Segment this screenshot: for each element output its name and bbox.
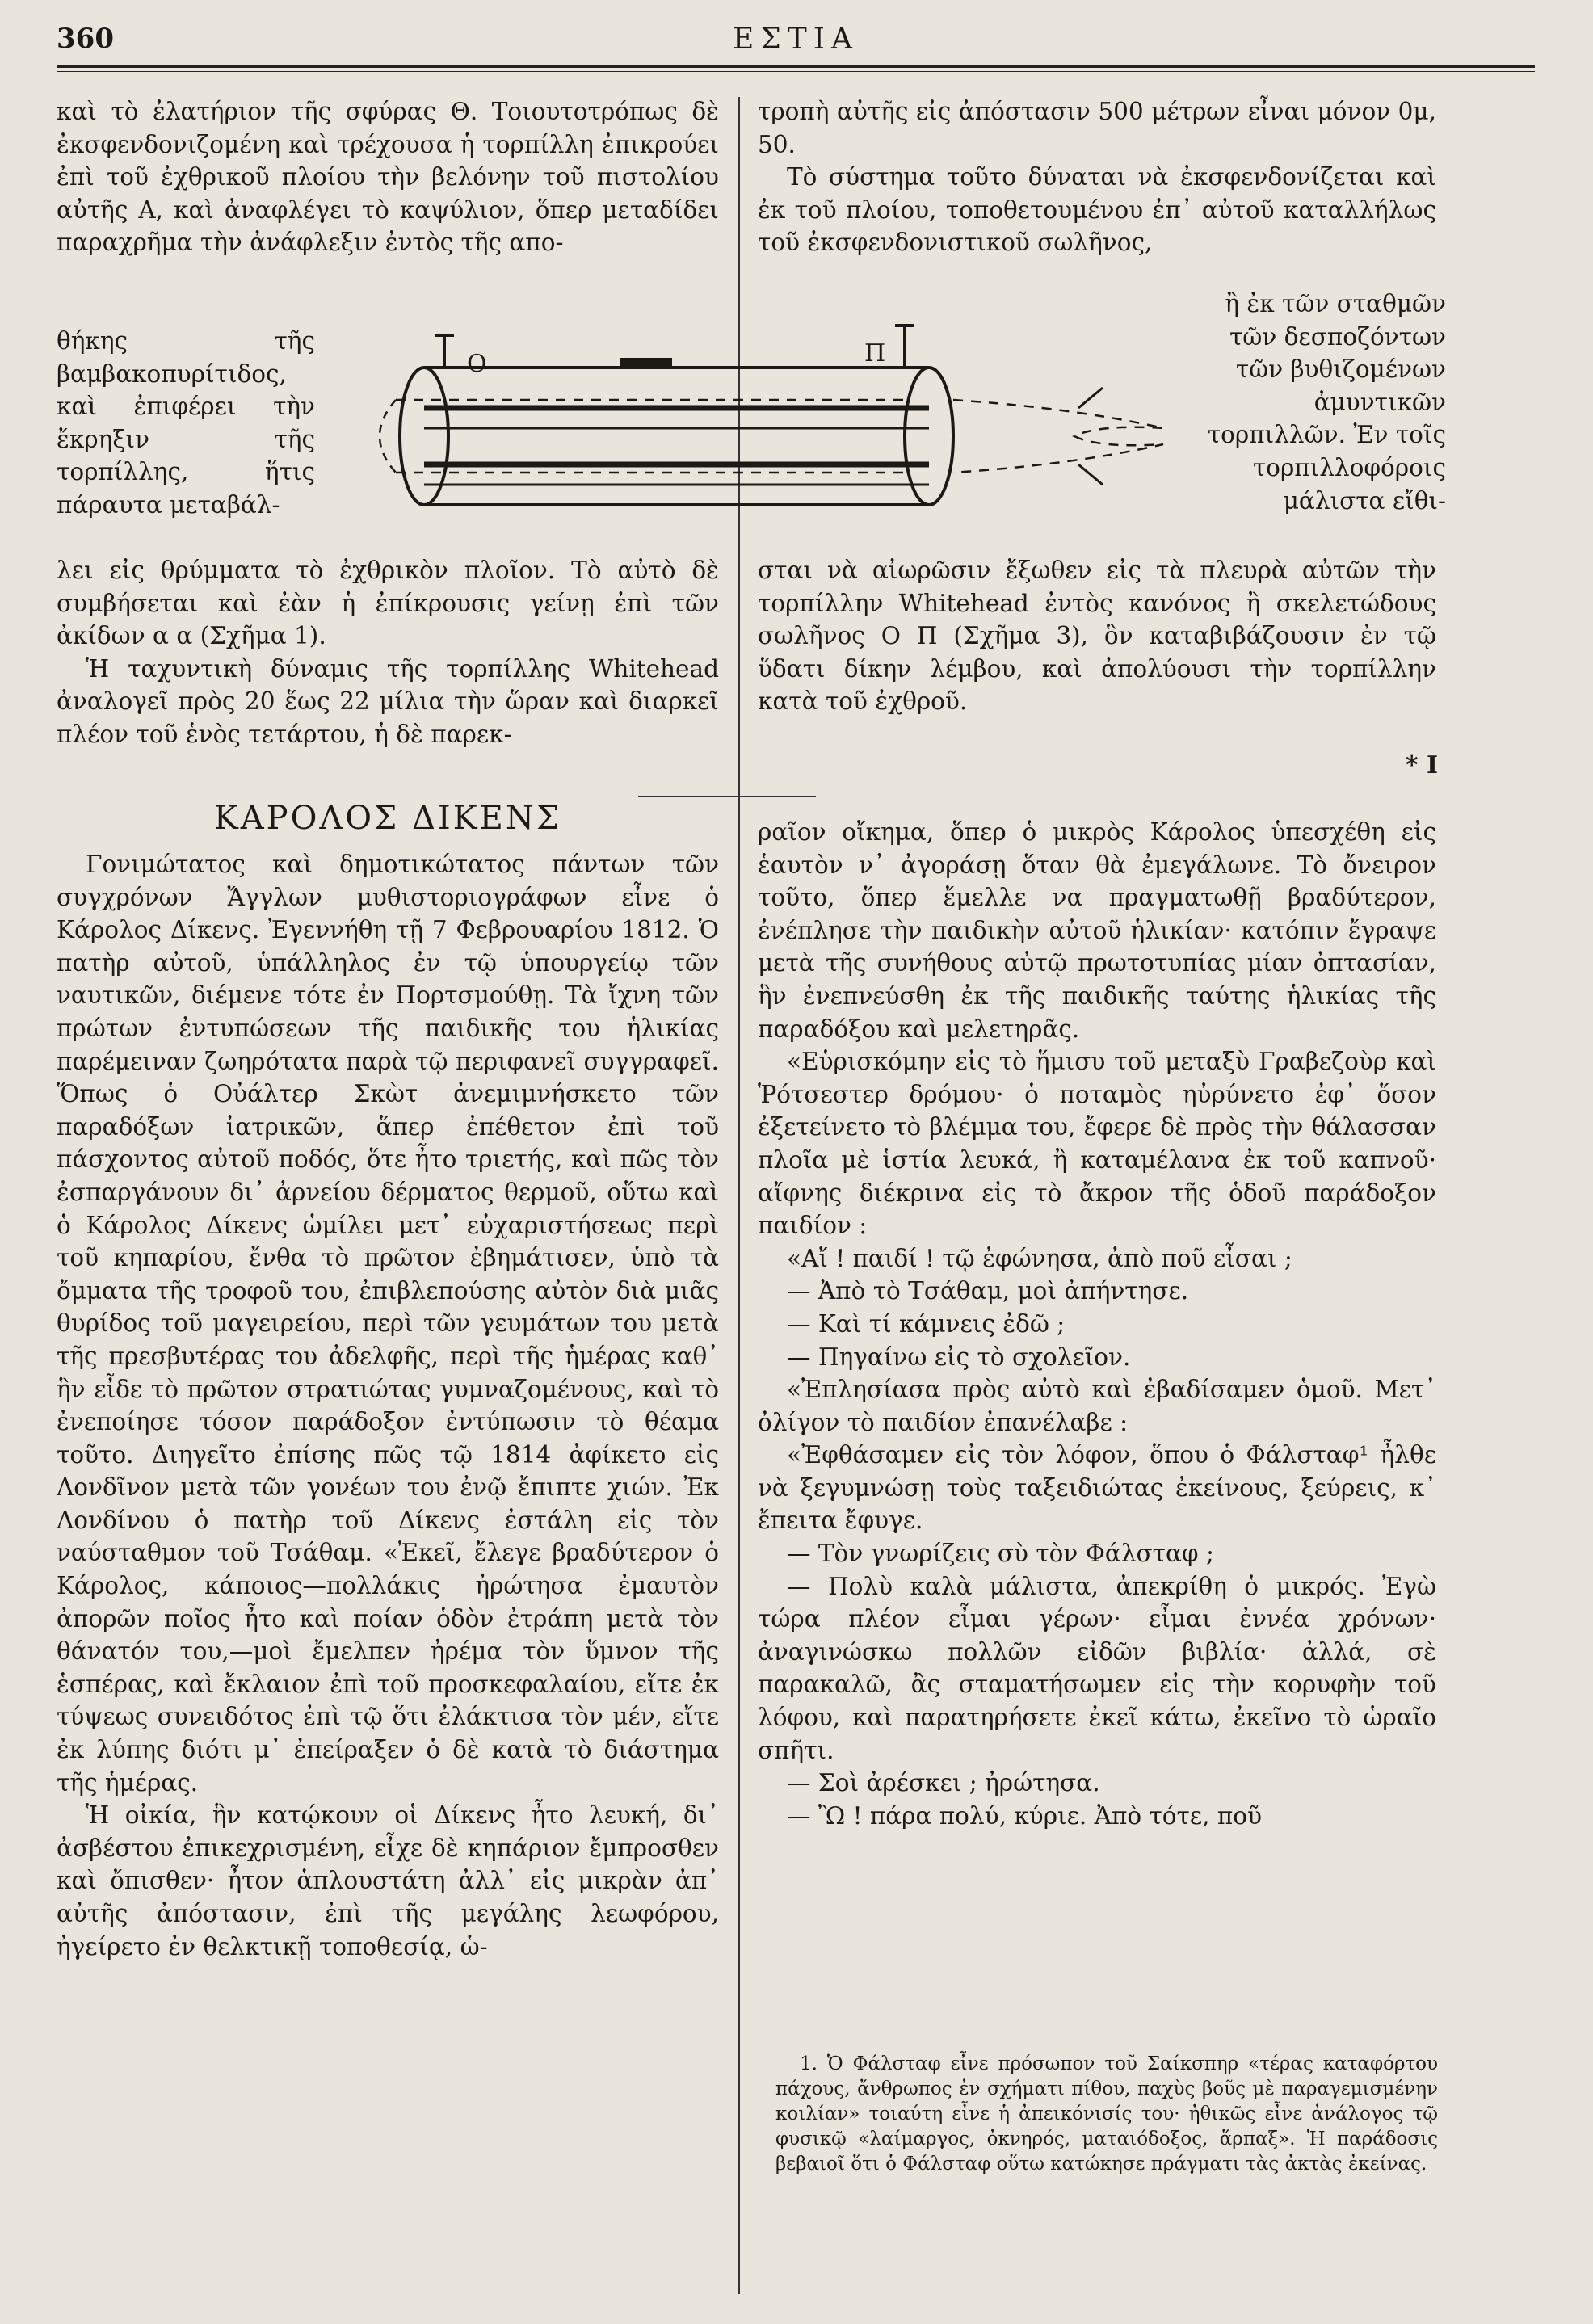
paragraph: Ἡ οἰκία, ἣν κατῴκουν οἱ Δίκενς ἦτο λευκή, δι᾽ ἀσβέστου ἐπικεχρισμένη, εἶχε δὲ κηπάριον ἔμπροσθεν καὶ ὄπισθεν· ἦτον ἁπλουστάτη ἀλλ᾽ εἰς μικρὰν ἀπ᾽ αὐτῆς ἀπόστασιν, ἐπὶ τῆς μεγάλης λεωφόρου, ἠγείρετο ἐν θελκτικῇ τοποθεσίᾳ, ὡ- [57,1801,719,1960]
page-number: 360 [57,23,114,55]
torpedo-left-top [57,95,719,259]
paragraph: Ἡ ταχυντικὴ δύναμις τῆς τορπίλλης Whitehead ἀναλογεῖ πρὸς 20 ἕως 22 μίλια τὴν ὥραν καὶ διαρκεῖ πλέον τοῦ ἑνὸς τετάρτου, ἡ δὲ παρεκ- [57,654,719,748]
paragraph: ραῖον οἴκημα, ὅπερ ὁ μικρὸς Κάρολος ὑπεσχέθη εἰς ἑαυτὸν ν᾽ ἀγοράσῃ ὅταν θὰ ἐμεγάλωνε. Τὸ ὄνειρον τοῦτο, ὅπερ ἔμελλε να πραγματωθῇ βραδύτερον, ἐνέπλησε τὴν παιδικὴν αὐτοῦ ἡλικίαν· κατόπιν ἔγραψε μετὰ τῆς συνήθους αὐτῷ πρωτοτυπίας μίαν ὀπτασίαν, ἣν ἐνεπνεύσθη ἐκ τῆς παιδικῆς ταύτης ἡλικίας τῆς παραδόξου καὶ μελετηρᾶς. [758,818,1436,1043]
dialogue-line: «Αἴ ! παιδί ! τῷ ἐφώνησα, ἀπὸ ποῦ εἶσαι ; [787,1244,1292,1272]
dickens-left-column [57,848,719,1963]
paragraph: τροπὴ αὐτῆς εἰς ἀπόστασιν 500 μέτρων εἶναι μόνον 0μ, 50. [758,98,1436,158]
paragraph: λει εἰς θρύμματα τὸ ἐχθρικὸν πλοῖον. Τὸ αὐτὸ δὲ συμβήσεται καὶ ἐὰν ἡ ἐπίκρουσις γείνῃ ἐπὶ τῶν ἀκίδων α α (Σχῆμα 1). [57,557,719,650]
footnote [775,2052,1438,2177]
running-head: ΕΣΤΙΑ [733,23,859,56]
dialogue-line: — Σοὶ ἀρέσκει ; ἠρώτησα. [787,1769,1100,1797]
paragraph: «Εὑρισκόμην εἰς τὸ ἥμισυ τοῦ μεταξὺ Γραβεζοὺρ καὶ Ῥότσεστερ δρόμου· ὁ ποταμὸς ηὐρύνετο ἐφ᾽ ὅσον ἐξετείνετο τὸ βλέμμα του, ἔφερε δὲ πρὸς τὴν θάλασσαν πλοῖα μὲ ἱστία λευκά, ἢ καταμέλανα ἐκ τοῦ καπνοῦ· αἴφνης διέκρινα εἰς τὸ ἄκρον τῆς ὁδοῦ παράδοξον παιδίον : [758,1048,1436,1240]
paragraph: καὶ τὸ ἐλατήριον τῆς σφύρας Θ. Τοιουτοτρόπως δὲ ἐκσφενδονιζομένη καὶ τρέχουσα ἡ τορπίλλη ἐπικρούει ἐπὶ τοῦ ἐχθρικοῦ πλοίου τὴν βελόνην τοῦ πιστολίου αὐτῆς Α, καὶ ἀναφλέγει τὸ καψύλιον, ὅπερ μεταδίδει παραχρῆμα τὴν ἀνάφλεξιν ἐντὸς τῆς απο- [57,98,719,257]
article-signature: * I [1405,751,1438,780]
section-title: ΚΑΡΟΛΟΣ ΔΙΚΕΝΣ [213,800,562,837]
dialogue-line: — Ὢ ! πάρα πολύ, κύριε. Ἀπὸ τότε, ποῦ [787,1801,1262,1830]
paragraph: ἢ ἐκ τῶν σταθμῶν τῶν δεσποζόντων τῶν βυθιζομένων ἀμυντικῶν τορπιλλῶν. Ἐν τοῖς τορπιλλοφόροις μάλιστα εἴθι- [1207,290,1446,515]
torpedo-left-under [57,554,719,751]
paragraph: Τὸ σύστημα τοῦτο δύναται νὰ ἐκσφενδονίζεται καὶ ἐκ τοῦ πλοίου, τοποθετουμένου ἐπ᾽ αὐτοῦ καταλλήλως τοῦ ἐκσφενδονιστικοῦ σωλῆνος, [758,163,1436,257]
article-separator [638,796,816,797]
torpedo-tube-figure [347,311,1196,537]
footnote-text: 1. Ὁ Φάλσταφ εἶνε πρόσωπον τοῦ Σαίκσπηρ «τέρας καταφόρτου πάχους, ἄνθρωπος ἐν σχήματι πίθου, παχὺς βοῦς μὲ παραγεμισμένην κοιλίαν» τοιαύτη εἶνε ἡ ἀπεικόνισίς του· ἠθικῶς εἶνε ἀνάλογος τῷ φυσικῷ «λαίμαργος, ὀκνηρός, ματαιόδοξος, ἅρπαξ». Ἡ παράδοσις βεβαιοῖ ὅτι ὁ Φάλσταφ οὕτω κατώκησε πράγματι τὰς ἀκτὰς ἐκείνας. [775,2053,1438,2175]
torpedo-right-under [758,554,1436,718]
paragraph: «Ἐπλησίασα πρὸς αὐτὸ καὶ ἐβαδίσαμεν ὁμοῦ. Μετ᾽ ὀλίγον τὸ παιδίον ἐπανέλαβε : [758,1376,1436,1436]
paragraph: θήκης τῆς βαμβακοπυρίτιδος, καὶ ἐπιφέρει τὴν ἔκρηξιν τῆς τορπίλλης, ἥτις πάραυτα μεταβάλ- [57,327,315,519]
figure-label-p: Π [864,339,886,368]
dialogue-line: — Τὸν γνωρίζεις σὺ τὸν Φάλσταφ ; [787,1540,1214,1568]
torpedo-right-wrap [1196,288,1446,517]
paragraph: σται νὰ αἰωρῶσιν ἔξωθεν εἰς τὰ πλευρὰ αὐτῶν τὴν τορπίλλην Whitehead ἐντὸς κανόνος ἢ σκελετώδους σωλῆνος Ο Π (Σχῆμα 3), ὃν καταβιβάζουσιν ἐν τῷ ὕδατι δίκην λέμβου, καὶ ἀπολύουσι τὴν τορπίλλην κατὰ τοῦ ἐχθροῦ. [758,557,1436,716]
paragraph: Γονιμώτατος καὶ δημοτικώτατος πάντων τῶν συγχρόνων Ἄγγλων μυθιστοριογράφων εἶνε ὁ Κάρολος Δίκενς. Ἐγεννήθη τῇ 7 Φεβρουαρίου 1812. Ὁ πατὴρ αὐτοῦ, ὑπάλληλος ἐν τῷ ὑπουργείῳ τῶν ναυτικῶν, διέμενε τότε ἐν Πορτσμούθῃ. Τὰ ἴχνη τῶν πρώτων ἐντυπώσεων τῆς παιδικῆς του ἡλικίας παρέμειναν ζωηρότατα παρὰ τῷ περιφανεῖ συγγραφεῖ. Ὅπως ὁ Οὐάλτερ Σκὼτ ἀνεμιμνήσκετο τῶν παραδόξων ἰατρικῶν, ἅπερ ἐπέθετον ἐπὶ τοῦ πάσχοντος αὐτοῦ ποδός, ὅτε ἦτο τριετής, καὶ πῶς τὸν ἐσπαργάνουν δι᾽ ἀρνείου δέρματος θερμοῦ, οὕτω καὶ ὁ Κάρολος Δίκενς ὡμίλει μετ᾽ εὐχαριστήσεως περὶ τοῦ κηπαρίου, ἔνθα τὸ πρῶτον ἐβημάτισεν, ὑπὸ τὰ ὄμματα τῆς τροφοῦ του, ἐπιβλεπούσης αὐτὸν διὰ μιᾶς θυρίδος τοῦ μαγειρείου, περὶ τῶν γευμάτων του μετὰ τῆς πρεσβυτέρας του ἀδελφῆς, περὶ τῆς ἡμέρας καθ᾽ ἣν εἶδε τὸ πρῶτον στρατιώτας γυμναζομένους, καὶ τὸ ἐνεποίησε τόσον παράδοξον ἐντύπωσιν τὸ θέαμα τοῦτο. Διηγεῖτο ἐπίσης πῶς τῷ 1814 ἀφίκετο εἰς Λονδῖνον μετὰ τῶν γονέων του ἐνῷ ἔπιπτε χιών. Ἐκ Λονδίνου ὁ πατὴρ τοῦ Δίκενς ἐστάλη εἰς τὸν ναύσταθμον τοῦ Τσάθαμ. «Ἐκεῖ, ἔλεγε βραδύτερον ὁ Κάρολος, κάποιος—πολλάκις ἠρώτησα ἐμαυτὸν ἀπορῶν ποῖος ἦτο καὶ ποίαν ὁδὸν ἐτράπη μετὰ τὸν θάνατόν του,—μοὶ ἔμελπεν ἠρέμα τὸν ὕμνον τῆς ἑσπέρας, καὶ ἔκλαιον ἐπὶ τοῦ προσκεφαλαίου, εἴτε ἐκ τύψεως συνειδότος ἐπὶ τῷ ὅτι ἐλάκτισα τὸν μέν, εἴτε ἐκ λύπης διότι μ᾽ ἐπείραξεν ὁ δὲ κατὰ τὸ διάστημα τῆς ἡμέρας. [57,851,719,1797]
dialogue-line: — Καὶ τί κάμνεις ἐδῶ ; [787,1309,1066,1338]
header-rule-thin [57,71,1535,72]
dialogue-line: — Ἀπὸ τὸ Τσάθαμ, μοὶ ἀπήντησε. [787,1277,1189,1305]
dialogue-line: — Πολὺ καλὰ μάλιστα, ἀπεκρίθη ὁ μικρός. Ἐγὼ τώρα πλέον εἶμαι γέρων· εἶμαι ἐννέα χρόνων· ἀναγινώσκω πολλῶν εἰδῶν βιβλία· ἀλλά, σὲ παρακαλῶ, ἂς σταματήσωμεν εἰς τὴν κορυφὴν τοῦ λόφου, καὶ παρατηρήσετε ἐκεῖ κάτω, ἐκεῖνο τὸ ὡραῖο σπῆτι. [758,1572,1436,1764]
paragraph: «Ἐφθάσαμεν εἰς τὸν λόφον, ὅπου ὁ Φάλσταφ¹ ἦλθε νὰ ξεγυμνώσῃ τοὺς ταξειδιώτας ἐκείνους, ξεύρεις, κ᾽ ἔπειτα ἔφυγε. [758,1441,1436,1535]
dialogue-line: — Πηγαίνω εἰς τὸ σχολεῖον. [787,1343,1131,1371]
figure-label-o: Ο [467,350,487,378]
header-rule [57,65,1535,68]
torpedo-right-top [758,95,1436,259]
torpedo-left-wrap [57,325,315,522]
dickens-right-column [758,816,1436,1832]
page-header [57,23,1535,61]
